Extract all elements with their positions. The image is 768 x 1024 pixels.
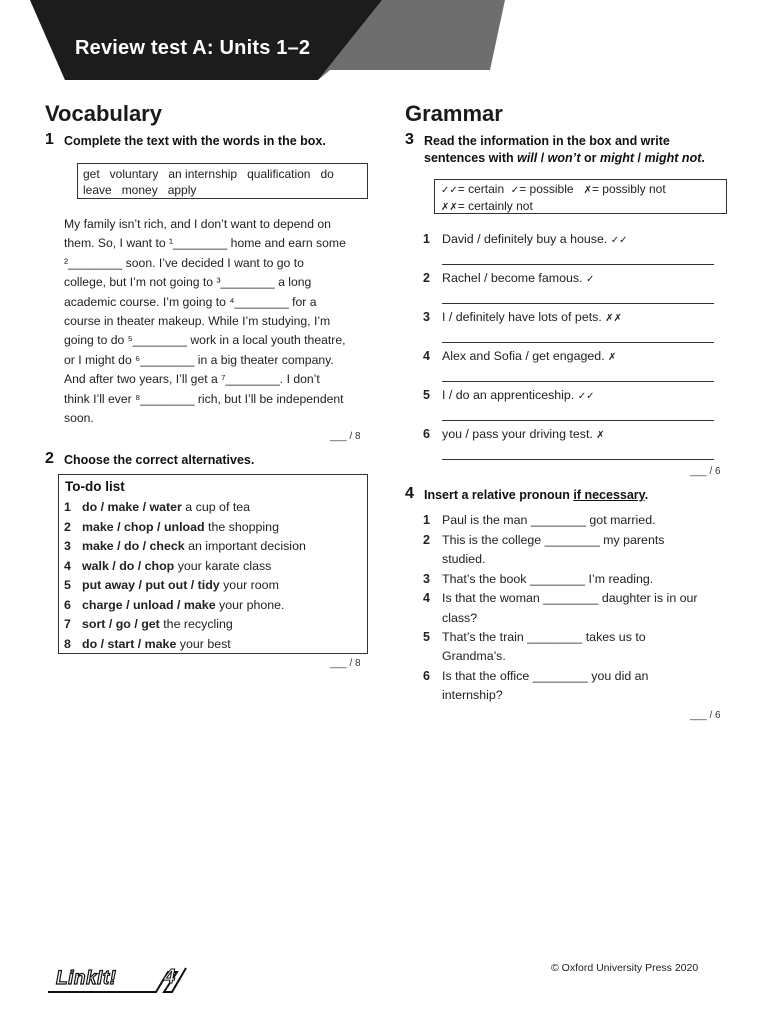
text-line: academic course. I’m going to ⁴________ for a	[64, 294, 317, 309]
prompt-text: David / definitely buy a house.	[442, 232, 608, 246]
text-line: course in theater makeup. While I’m studying, I’m	[64, 314, 331, 329]
vocabulary-heading: Vocabulary	[45, 101, 162, 126]
logo-text: LinkIt!	[56, 968, 117, 989]
prompt-text: I / definitely have lots of pets.	[442, 310, 602, 324]
word-box	[77, 163, 368, 199]
keyword-might: might	[599, 151, 635, 165]
q4-item-line: Grandma’s.	[442, 649, 506, 663]
question-2-number: 2	[45, 450, 54, 467]
text-line: or I might do ⁶________ in a big theater company.	[64, 352, 334, 367]
instruction-text: /	[634, 151, 645, 165]
question-2-instruction: Choose the correct alternatives.	[64, 453, 255, 467]
item-text: the recycling	[159, 617, 233, 631]
q4-item-line: internship?	[442, 688, 503, 702]
item-text: your room	[219, 578, 279, 592]
sentence-prompt	[442, 349, 616, 363]
question-3-instruction	[424, 133, 744, 167]
q4-item-line: Is that the woman ________ daughter is in our	[442, 591, 698, 605]
question-1-instruction: Complete the text with the words in the box.	[64, 134, 326, 148]
question-3-number: 3	[405, 131, 414, 148]
answer-line[interactable]	[442, 420, 714, 421]
text-line: soon.	[64, 411, 94, 426]
instruction-text: /	[537, 151, 548, 165]
gap-fill-text	[64, 215, 374, 428]
item-number: 5	[64, 578, 71, 592]
todo-list-box	[58, 474, 368, 654]
prompt-text: I / do an apprenticeship.	[442, 388, 575, 402]
q4-item-line: This is the college ________ my parents	[442, 533, 665, 547]
todo-item-3	[64, 539, 306, 553]
keyword-will: will	[517, 151, 538, 165]
item-options: do / make / water	[82, 500, 182, 514]
q4-item-line: That’s the train ________ takes us to	[442, 630, 646, 644]
keyword-might-not: might not	[644, 151, 702, 165]
answer-line[interactable]	[442, 381, 714, 382]
instruction-line	[424, 150, 744, 167]
instruction-text: sentences with	[424, 151, 518, 165]
item-options: put away / put out / tidy	[82, 578, 220, 592]
keyword-wont: won’t	[547, 151, 581, 165]
text-line: My family isn’t rich, and I don’t want to depend on	[64, 217, 331, 231]
cross-icon: ✗	[596, 430, 605, 441]
todo-item-7	[64, 617, 233, 631]
item-options: make / do / check	[82, 539, 185, 553]
text-line: And after two years, I’ll get a ⁷________. I don’t	[64, 372, 320, 387]
text-line: ²________ soon. I’ve decided I want to go to	[64, 255, 304, 270]
word-box-line-1: get voluntary an internship qualification do	[83, 167, 334, 181]
sentence-prompt	[442, 388, 594, 402]
item-number: 1	[64, 500, 71, 514]
item-number: 7	[64, 617, 71, 631]
item-text: your best	[176, 636, 231, 651]
page-title: Review test A: Units 1–2	[75, 37, 311, 59]
question-4-number: 4	[405, 485, 414, 502]
grammar-heading: Grammar	[405, 101, 503, 126]
item-text: the shopping	[204, 519, 279, 534]
answer-line[interactable]	[442, 264, 714, 265]
item-options: do / start / make	[82, 636, 177, 651]
todo-item-5	[64, 578, 279, 592]
item-number: 4	[423, 591, 430, 605]
question-3-score: ___ / 6	[690, 466, 721, 477]
item-number: 2	[423, 271, 430, 285]
item-text: a cup of tea	[181, 500, 251, 514]
q4-item-line: Paul is the man ________ got married.	[442, 513, 656, 527]
double-tick-icon: ✓✓	[577, 391, 595, 402]
copyright: © Oxford University Press 2020	[551, 962, 699, 974]
item-text: your karate class	[174, 558, 272, 573]
item-text: an important decision	[184, 539, 306, 553]
text-line: going to do ⁵________ work in a local youth theatre,	[64, 333, 346, 348]
item-number: 6	[64, 597, 71, 612]
item-number: 3	[423, 572, 430, 586]
instruction-text: or	[580, 151, 600, 165]
item-number: 1	[423, 232, 430, 246]
question-4-score: ___ / 6	[690, 710, 721, 721]
tick-icon: ✓	[510, 185, 520, 196]
sentence-prompt	[442, 427, 605, 441]
todo-item-4	[64, 559, 271, 573]
item-options: walk / do / chop	[82, 558, 175, 573]
key-text: = certainly not	[457, 198, 533, 213]
key-line-2	[441, 199, 720, 216]
double-tick-icon: ✓✓	[610, 235, 628, 246]
item-text: your phone.	[215, 597, 285, 612]
prompt-text: you / pass your driving test.	[442, 427, 593, 441]
sentence-prompt	[442, 232, 628, 246]
todo-item-8	[64, 637, 231, 651]
question-1-score: ___ / 8	[330, 431, 361, 442]
cross-icon: ✗	[583, 185, 592, 196]
linkit-logo	[46, 966, 192, 996]
todo-item-2	[64, 520, 279, 534]
answer-line[interactable]	[442, 459, 714, 460]
double-tick-icon: ✓✓	[441, 185, 458, 196]
text-line: think I’ll ever ⁸________ rich, but I’ll be independent	[64, 391, 344, 406]
logo-level: 4	[164, 966, 176, 988]
sentence-prompt	[442, 271, 594, 285]
todo-item-1	[64, 500, 250, 514]
item-options: charge / unload / make	[82, 597, 216, 612]
todo-item-6	[64, 598, 284, 612]
q4-item-line: That’s the book ________ I’m reading.	[442, 572, 654, 586]
item-number: 4	[423, 349, 430, 363]
item-options: make / chop / unload	[82, 519, 205, 534]
item-number: 2	[423, 533, 430, 547]
key-line-1	[441, 182, 720, 199]
instruction-text: .	[701, 151, 705, 165]
instruction-text: Insert a relative pronoun	[424, 488, 574, 502]
item-number: 5	[423, 630, 430, 644]
q4-item-line: Is that the office ________ you did an	[442, 669, 649, 683]
prompt-text: Rachel / become famous.	[442, 271, 583, 285]
question-2-score: ___ / 8	[330, 658, 361, 669]
todo-list-title: To-do list	[65, 479, 125, 494]
item-number: 8	[64, 636, 71, 651]
double-cross-icon: ✗✗	[441, 201, 458, 213]
prompt-text: Alex and Sofia / get engaged.	[442, 349, 605, 363]
key-text: = possibly not	[591, 182, 666, 196]
item-number: 4	[64, 558, 71, 573]
key-text: = possible	[519, 182, 584, 196]
item-options: sort / go / get	[82, 617, 160, 631]
item-number: 5	[423, 388, 430, 402]
double-cross-icon: ✗✗	[605, 313, 623, 324]
item-number: 3	[64, 539, 71, 553]
item-number: 3	[423, 310, 430, 324]
answer-line[interactable]	[442, 342, 714, 343]
answer-line[interactable]	[442, 303, 714, 304]
key-box	[434, 179, 727, 214]
key-text: = certain	[457, 182, 511, 196]
q4-item-line: studied.	[442, 552, 486, 566]
instruction-text: .	[644, 488, 649, 502]
question-1-number: 1	[45, 131, 54, 148]
item-number: 6	[423, 427, 430, 441]
item-number: 6	[423, 669, 430, 683]
tick-icon: ✓	[585, 274, 595, 285]
question-4-instruction	[424, 487, 648, 504]
sentence-prompt	[442, 310, 622, 324]
item-number: 1	[423, 513, 430, 527]
text-line: them. So, I want to ¹________ home and earn some	[64, 236, 346, 251]
item-number: 2	[64, 519, 71, 534]
instruction-underlined: if necessary	[573, 488, 645, 502]
q4-item-line: class?	[442, 611, 478, 625]
word-box-line-2: leave money apply	[83, 183, 197, 197]
cross-icon: ✗	[608, 352, 617, 363]
text-line: college, but I’m not going to ³________ a long	[64, 275, 312, 290]
instruction-line: Read the information in the box and write	[424, 134, 670, 148]
